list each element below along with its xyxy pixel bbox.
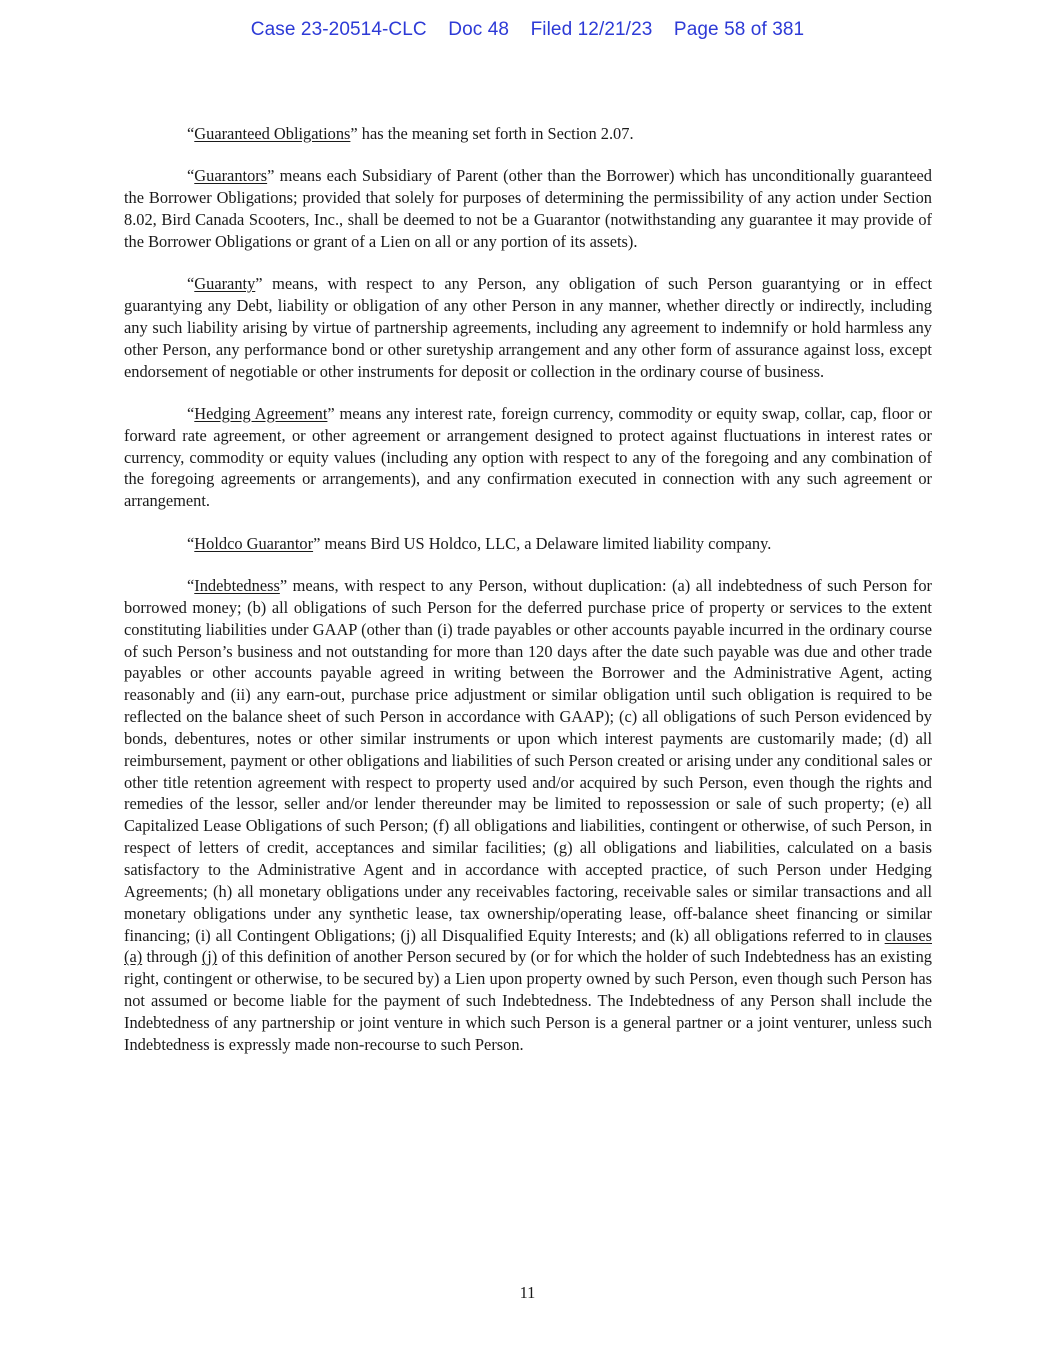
definition-text: ” means, with respect to any Person, any obligation of such Person guarantying or in effect guarantying any Debt, liability or obligation of any other Person in any manner, whether directly or indirectly, including any such liability arising by virtue of partnership agreements, including any agreement to indemnify or hold harmless any other Person, any performance bond or other suretyship arrangement and any other form of assurance against loss, except endorsement of negotiable or other instruments for deposit or collection in the ordinary course of business. (124, 274, 932, 381)
definition-guarantors: “Guarantors” means each Subsidiary of Parent (other than the Borrower) which has unconditionally guaranteed the Borrower Obligations; provided that solely for purposes of determining the permissibility of any action under Section 8.02, Bird Canada Scooters, Inc., shall be deemed to not be a Guarantor (notwithstanding any guarantee it may provide of the Borrower Obligations or grant of a Lien on all or any portion of its assets). (124, 166, 932, 251)
defined-term: Guaranteed Obligations (194, 124, 351, 143)
definition-text: ” means each Subsidiary of Parent (other than the Borrower) which has unconditionally guaranteed the Borrower Obligations; provided that solely for purposes of determining the permissibility of any action under Section 8.02, Bird Canada Scooters, Inc., shall be deemed to not be a Guarantor (notwithstanding any guarantee it may provide of the Borrower Obligations or grant of a Lien on all or any portion of its assets). (124, 166, 932, 251)
definition-text: ” means, with respect to any Person, without duplication: (a) all indebtedness of such Person for borrowed money; (b) all obligations of such Person for the deferred purchase price of property or services to the extent constituting liabilities under GAAP (other than (i) trade payables or other accounts payable incurred in the ordinary course of such Person’s business and not outstanding for more than 120 days after the date such payable was due and other trade payables or other accounts payable agreed in writing between the Borrower and the Administrative Agent, acting reasonably and (ii) any earn-out, purchase price adjustment or similar obligation until such obligation is required to be reflected on the balance sheet of such Person in accordance with GAAP); (c) all obligations of such Person evidenced by bonds, debentures, notes or other similar instruments or upon which interest payments are customarily made; (d) all reimbursement, payment or other obligations and liabilities of such Person created or arising under any conditional sales or other title retention agreement with respect to property used and/or acquired by such Person, even though the rights and remedies of the lessor, seller and/or lender thereunder may be limited to repossession or sale of such property; (e) all Capitalized Lease Obligations of such Person; (f) all obligations and liabilities, contingent or otherwise, of such Person, in respect of letters of credit, acceptances and similar facilities; (g) all obligations and liabilities, calculated on a basis satisfactory to the Administrative Agent and in accordance with accepted practice, of such Person under Hedging Agreements; (h) all monetary obligations under any receivables factoring, receivable sales or similar transactions and all monetary obligations under any synthetic lease, tax ownership/operating lease, off-balance sheet financing or similar financing; (i) all Contingent Obligations; (j) all Disqualified Equity Interests; and (k) all obligations referred to in (124, 576, 932, 945)
doc-number: Doc 48 (448, 19, 510, 40)
clause-reference: (j) (201, 947, 218, 967)
case-header (0, 19, 1055, 41)
definition-text: ” means Bird US Holdco, LLC, a Delaware limited liability company. (313, 533, 772, 553)
definition-indebtedness: “Indebtedness” means, with respect to any Person, without duplication: (a) all indebtedness of such Person for borrowed money; (b) all obligations of such Person for the deferred purchase price of property or services to the extent constituting liabilities under GAAP (other than (i) trade payables or other accounts payable incurred in the ordinary course of such Person’s business and not outstanding for more than 120 days after the date such payable was due and other trade payables or other accounts payable agreed in writing between the Borrower and the Administrative Agent, acting reasonably and (ii) any earn-out, purchase price adjustment or similar obligation until such obligation is required to be reflected on the balance sheet of such Person in accordance with GAAP); (c) all obligations of such Person evidenced by bonds, debentures, notes or other similar instruments or upon which interest payments are customarily made; (d) all reimbursement, payment or other obligations and liabilities of such Person created or arising under any conditional sales or other title retention agreement with respect to property used and/or acquired by such Person, even though the rights and remedies of the lessor, seller and/or lender thereunder may be limited to repossession or sale of such property; (e) all Capitalized Lease Obligations of such Person; (f) all obligations and liabilities, contingent or otherwise, of such Person, in respect of letters of credit, acceptances and similar facilities; (g) all obligations and liabilities, calculated on a basis satisfactory to the Administrative Agent and in accordance with accepted practice, of such Person under Hedging Agreements; (h) all monetary obligations under any receivables factoring, receivable sales or similar transactions and all monetary obligations under any synthetic lease, tax ownership/operating lease, off-balance sheet financing or similar financing; (i) all Contingent Obligations; (j) all Disqualified Equity Interests; and (k) all obligations referred to in clauses (a) through (j) of this definition of another Person secured by (or for which the holder of such Indebtedness has an existing right, contingent or otherwise, to be secured by) a Lien upon property owned by such Person, even though such Person has not assumed or become liable for the payment of such Indebtedness. The Indebtedness of any Person shall include the Indebtedness of any partnership or joint venture in which such Person is a general partner or a joint venturer, unless such Indebtedness is expressly made non-recourse to such Person. (124, 576, 933, 1054)
definition-hedging-agreement: “Hedging Agreement” means any interest rate, foreign currency, commodity or equity swap, collar, cap, floor or forward rate agreement, or other agreement or arrangement designed to protect against fluctuations in interest rates or currency, commodity or equity values (including any option with respect to any of the foregoing and any combination of the foregoing agreements or arrangements), and any confirmation executed in connection with any such agreement or arrangement. (124, 403, 932, 511)
defined-term: Guarantors (194, 166, 268, 186)
defined-term: Indebtedness (194, 576, 280, 595)
defined-term: Hedging Agreement (194, 403, 328, 423)
case-number: Case 23-20514-CLC (250, 19, 427, 40)
definition-text: ” has the meaning set forth in Section 2.07. (350, 124, 634, 143)
definition-guaranteed-obligations: “Guaranteed Obligations” has the meaning set forth in Section 2.07. (187, 124, 634, 143)
page-number: 11 (519, 1283, 536, 1302)
definition-guaranty: “Guaranty” means, with respect to any Person, any obligation of such Person guarantying or in effect guarantying any Debt, liability or obligation of any other Person in any manner, whether directly or indirectly, including any such liability arising by virtue of partnership agreements, including any agreement to indemnify or hold harmless any other Person, any performance bond or other suretyship arrangement and any other form of assurance against loss, except endorsement of negotiable or other instruments for deposit or collection in the ordinary course of business. (124, 274, 932, 381)
defined-term: Holdco Guarantor (194, 533, 314, 553)
definition-text: ” means any interest rate, foreign currency, commodity or equity swap, collar, cap, floor or forward rate agreement, or other agreement or arrangement designed to protect against fluctuations in interest rates or currency, commodity or equity values (including any option with respect to any of the foregoing and any combination of the foregoing agreements or arrangements), and any confirmation executed in connection with any such agreement or arrangement. (124, 403, 932, 511)
filed-date: Filed 12/21/23 (530, 19, 653, 40)
page-count: Page 58 of 381 (673, 19, 805, 40)
definition-holdco-guarantor: “Holdco Guarantor” means Bird US Holdco, LLC, a Delaware limited liability company. (187, 533, 772, 553)
clause-reference: clauses (a) (124, 925, 932, 967)
document-body (124, 123, 932, 1076)
defined-term: Guaranty (194, 274, 256, 294)
